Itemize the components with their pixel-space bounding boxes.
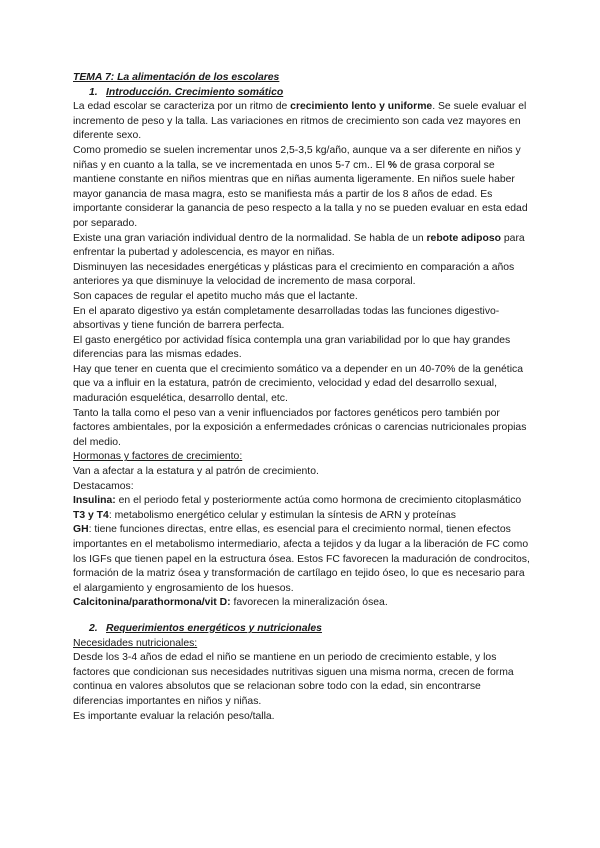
paragraph-7: El gasto energético por actividad física contempla una gran variabilidad por lo que hay grandes diferencias para las mismas edades.: [73, 334, 511, 361]
section-1-number: 1.: [89, 86, 98, 98]
paragraph-8: Hay que tener en cuenta que el crecimiento somático va a depender en un 40-70% de la genética que va a influir en la estatura, patrón de crecimiento, velocidad y edad del desarrollo sexual, maduración esquelética, desarrollo dental, etc.: [73, 363, 523, 405]
section-2-number: 2.: [89, 622, 98, 634]
calcitonina-label: Calcitonina/parathormona/vit D:: [73, 597, 231, 609]
section-2-heading: [73, 622, 531, 637]
paragraph-12: Desde los 3-4 años de edad el niño se mantiene en un periodo de crecimiento estable, y los factores que condicionan sus necesidades nutritivas siguen una misma norma, crecen de forma continua en valores absolutos que se relacionan sobre todo con la edad, sin encontrarse diferencias importantes en niños y niñas.: [73, 652, 514, 707]
paragraph-13: Es importante evaluar la relación peso/talla.: [73, 710, 275, 722]
p1-bold: crecimiento lento y uniforme: [290, 101, 433, 113]
t3t4-item: [73, 509, 531, 524]
paragraph-5: Son capaces de regular el apetito mucho más que el lactante.: [73, 290, 358, 302]
section-1-heading: [73, 86, 531, 101]
p3-bold: rebote adiposo: [426, 232, 501, 244]
p2-text-c: de grasa corporal se mantiene constante en niños mientras que en niñas aumenta ligeramente. En niños suele haber mayor ganancia de masa magra, esto se manifiesta más a partir de los 8 años de edad. Es importante considerar la ganancia de peso respecto a la talla y no se pueden evaluar en esta edad por separado.: [73, 159, 528, 229]
insulina-item: [73, 494, 531, 509]
paragraph-4: Disminuyen las necesidades energéticas y plásticas para el crecimiento en comparación a años anteriores ya que disminuye la velocidad de incremento de masa corporal.: [73, 261, 515, 288]
section-2-label: Requerimientos energéticos y nutricionales: [106, 622, 322, 634]
p1-text-a: La edad escolar se caracteriza por un ritmo de: [73, 101, 291, 113]
p3-text-a: Existe una gran variación individual dentro de la normalidad. Se habla de un: [73, 232, 427, 244]
section-1-label: Introducción. Crecimiento somático: [106, 86, 284, 98]
paragraph-6: En el aparato digestivo ya están completamente desarrolladas todas las funciones digestivo-absortivas y tiene función de barrera perfecta.: [73, 305, 500, 332]
paragraph-9: Tanto la talla como el peso van a venir influenciados por factores genéticos pero también por factores ambientales, por la exposición a enfermedades crónicas o carencias nutricionales propias del medio.: [73, 407, 527, 448]
gh-item: [73, 523, 531, 596]
paragraph-1: [73, 100, 531, 144]
hormonas-heading: Hormonas y factores de crecimiento:: [73, 451, 243, 463]
calcitonina-text: favorecen la mineralización ósea.: [230, 597, 388, 609]
paragraph-3: [73, 232, 531, 261]
calcitonina-item: [73, 596, 531, 611]
insulina-text: en el periodo fetal y posteriormente actúa como hormona de crecimiento citoplasmático: [115, 495, 522, 507]
gh-label: GH: [73, 524, 89, 536]
t3t4-text: : metabolismo energético celular y estimulan la síntesis de ARN y proteínas: [108, 509, 456, 521]
p1-text-c: . Se suele evaluar el incremento de peso y la talla. Las variaciones en ritmos de crecimiento son cada vez mayores en diferente sexo.: [73, 101, 527, 142]
document-body: [73, 71, 531, 724]
t3t4-label: T3 y T4: [73, 509, 109, 521]
gh-text: : tiene funciones directas, entre ellas, es esencial para el crecimiento normal, tienen efectos importantes en el metabolismo intermediario, afecta a tejidos y da lugar a la liberación de FC como los IGFs que tienen papel en la estructura ósea. Estos FC favorecen la maduración de condrocitos, formación de la matriz ósea y transformación de cartílago en tejido óseo, lo que es necesario para el alargamiento y engrosamiento de los huesos.: [73, 524, 530, 594]
paragraph-11: Destacamos:: [73, 480, 134, 492]
document-title: TEMA 7: La alimentación de los escolares: [73, 72, 280, 83]
necesidades-heading: Necesidades nutricionales:: [73, 637, 198, 649]
paragraph-10: Van a afectar a la estatura y al patrón de crecimiento.: [73, 466, 319, 478]
p2-text-a: Como promedio se suelen incrementar unos 2,5-3,5 kg/año, aunque va a ser diferente en niños y niñas y en cuanto a la talla, se ve incrementada en unos 5-7 cm.. El: [73, 144, 521, 171]
p2-bold: %: [387, 159, 398, 171]
p3-text-c: para enfrentar la pubertad y adolescencia, es mayor en niñas.: [73, 232, 525, 259]
insulina-label: Insulina:: [73, 495, 116, 507]
paragraph-2: [73, 144, 531, 232]
